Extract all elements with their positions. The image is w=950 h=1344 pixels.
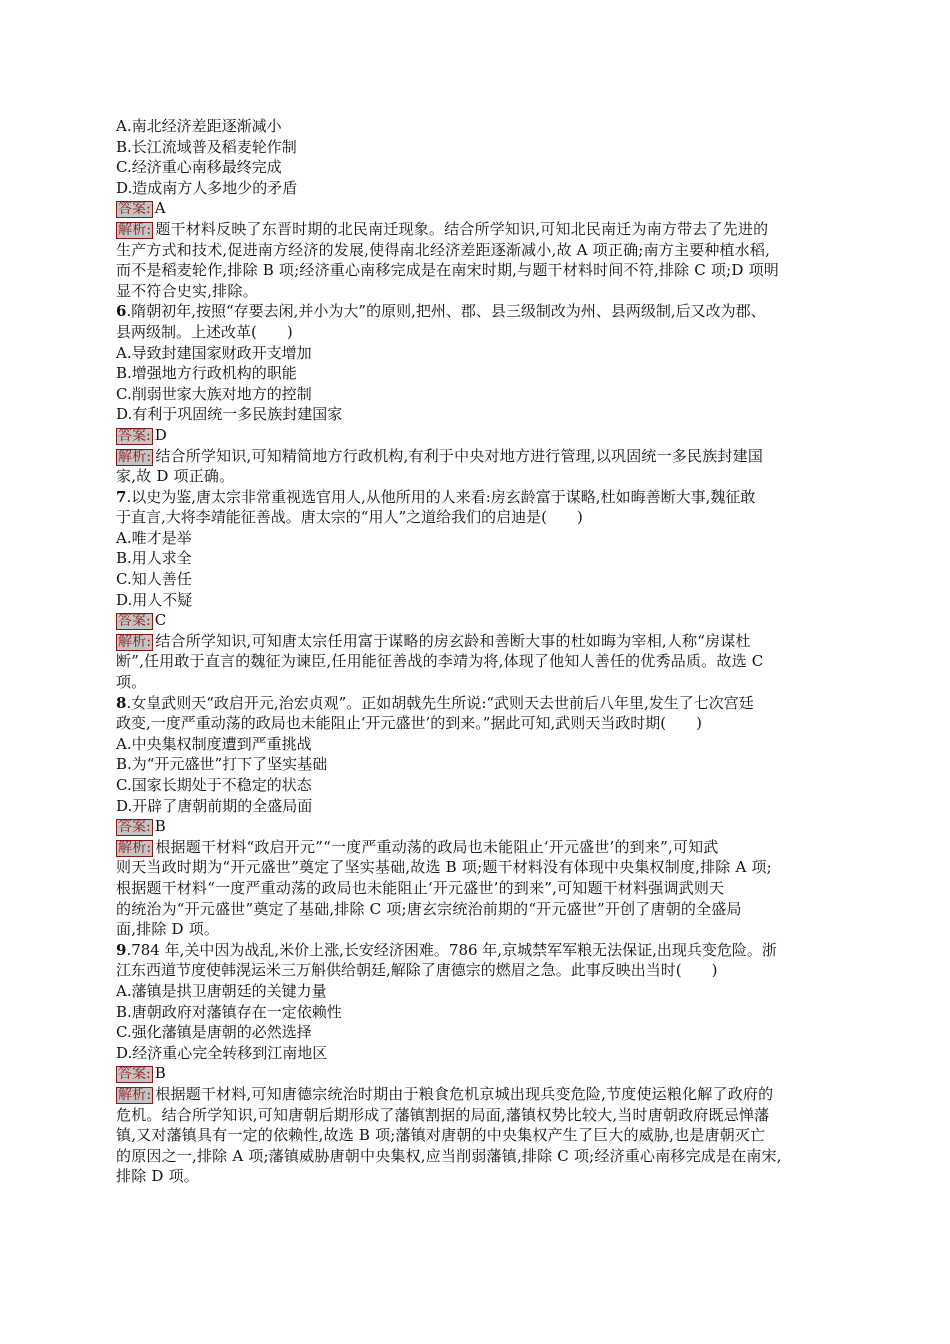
option-b: B.长江流域普及稻麦轮作制	[116, 137, 297, 156]
answer-tag: 答案:	[118, 613, 151, 630]
option-b: B.唐朝政府对藩镇存在一定依赖性	[116, 1002, 342, 1021]
explain-line: 则天当政时期为“开元盛世”奠定了坚实基础,故选 B 项;题干材料没有体现中央集权制度,排除 A 项;	[116, 858, 772, 877]
explain-line: 根据题干材料“政启开元”“一度严重动荡的政局也未能阻止‘开元盛世’的到来”,可知武	[155, 837, 719, 856]
answer-tag: 答案:	[118, 201, 151, 218]
option-d: D.开辟了唐朝前期的全盛局面	[116, 796, 313, 815]
explain-line: 的统治为“开元盛世”奠定了基础,排除 C 项;唐玄宗统治前期的“开元盛世”开创了唐朝的全盛局	[116, 899, 742, 918]
question-number: 8	[116, 693, 127, 712]
explain-line: 结合所学知识,可知精简地方行政机构,有利于中央对地方进行管理,以巩固统一多民族封建国	[155, 446, 764, 465]
answer-line	[116, 610, 836, 631]
explain-line: 根据题干材料“一度严重动荡的政局也未能阻止‘开元盛世’的到来”,可知题干材料强调武则天	[116, 878, 725, 897]
answer-line	[116, 816, 836, 837]
option-c: C.强化藩镇是唐朝的必然选择	[116, 1023, 312, 1042]
document-page	[116, 116, 836, 1187]
question-stem: 8.女皇武则天“政启开元,治宏贞观”。正如胡戟先生所说:“武则天去世前后八年里,发生了七次宫廷	[116, 693, 754, 712]
option-c: C.削弱世家大族对地方的控制	[116, 384, 312, 403]
answer-line	[116, 198, 836, 219]
option-a: A.唯才是举	[116, 528, 192, 547]
explain-line: 断”,任用敢于直言的魏征为谏臣,任用能征善战的李靖为将,体现了他知人善任的优秀品质。故选 C	[116, 652, 764, 671]
explain-line: 危机。结合所学知识,可知唐朝后期形成了藩镇割据的局面,藩镇权势比较大,当时唐朝政府既忌惮藩	[116, 1105, 770, 1124]
explain-line: 显不符合史实,排除。	[116, 281, 258, 300]
explain-tag: 解析:	[118, 633, 152, 650]
answer-line	[116, 425, 836, 446]
answer-value: A	[154, 199, 166, 218]
question-9	[116, 940, 836, 1187]
question-5	[116, 116, 836, 301]
answer-line	[116, 1063, 836, 1084]
explain-line: 根据题干材料,可知唐德宗统治时期由于粮食危机京城出现兵变危险,节度使运粮化解了政府的	[155, 1084, 774, 1103]
option-a: A.导致封建国家财政开支增加	[116, 343, 312, 362]
option-d: D.用人不疑	[116, 590, 193, 609]
question-number: 6	[116, 302, 127, 321]
option-d: D.造成南方人多地少的矛盾	[116, 178, 298, 197]
option-c: C.国家长期处于不稳定的状态	[116, 776, 312, 794]
option-c: C.知人善任	[116, 570, 192, 589]
explain-line: 的原因之一,排除 A 项;藩镇威胁唐朝中央集权,应当削弱藩镇,排除 C 项;经济重心南移完成是在南宋,	[116, 1146, 782, 1165]
explain-tag: 解析:	[118, 1086, 152, 1103]
explanation	[116, 219, 836, 301]
answer-tag: 答案:	[118, 427, 151, 444]
answer-tag: 答案:	[118, 819, 151, 836]
answer-value: D	[154, 425, 167, 444]
question-number: 9	[116, 940, 127, 959]
option-b: B.增强地方行政机构的职能	[116, 364, 297, 383]
option-d: D.经济重心完全转移到江南地区	[116, 1043, 328, 1062]
explain-line: 镇,又对藩镇具有一定的依赖性,故选 B 项;藩镇对唐朝的中央集权产生了巨大的威胁,也是唐朝灭亡	[116, 1126, 766, 1145]
explain-line: 家,故 D 项正确。	[116, 467, 235, 486]
question-stem: 7.以史为鉴,唐太宗非常重视选官用人,从他所用的人来看:房玄龄富于谋略,杜如晦善断大事,魏征敢	[116, 487, 756, 506]
option-c: C.经济重心南移最终完成	[116, 158, 282, 177]
option-b: B.用人求全	[116, 549, 192, 568]
explain-line: 结合所学知识,可知唐太宗任用富于谋略的房玄龄和善断大事的杜如晦为宰相,人称“房谋杜	[155, 631, 751, 650]
option-a: A.中央集权制度遭到严重挑战	[116, 734, 312, 753]
explain-tag: 解析:	[118, 221, 152, 238]
explain-line: 生产方式和技术,促进南方经济的发展,使得南北经济差距逐渐减小,故 A 项正确;南方主要种植水稻,	[116, 240, 771, 259]
explain-line: 而不是稻麦轮作,排除 B 项;经济重心南移完成是在南宋时期,与题干材料时间不符,排除 C 项;D 项明	[116, 261, 779, 280]
option-d: D.有利于巩固统一多民族封建国家	[116, 405, 343, 424]
answer-value: B	[154, 1064, 166, 1083]
explain-line: 项。	[116, 673, 147, 692]
answer-tag: 答案:	[118, 1066, 151, 1083]
question-8	[116, 693, 836, 940]
question-number: 7	[116, 487, 127, 506]
option-a: A.藩镇是拱卫唐朝廷的关键力量	[116, 981, 327, 1000]
explain-tag: 解析:	[118, 839, 152, 856]
explain-tag: 解析:	[118, 448, 152, 465]
question-stem-cont: 江东西道节度使韩滉运米三万斛供给朝廷,解除了唐德宗的燃眉之急。此事反映出当时( )	[116, 961, 718, 980]
option-b: B.为“开元盛世”打下了坚实基础	[116, 755, 328, 774]
question-7	[116, 487, 836, 693]
explanation	[116, 631, 836, 693]
explain-line: 题干材料反映了东晋时期的北民南迁现象。结合所学知识,可知北民南迁为南方带去了先进的	[155, 219, 769, 238]
question-stem: 6.隋朝初年,按照“存要去闲,并小为大”的原则,把州、郡、县三级制改为州、县两级制,后又改为郡、	[116, 302, 766, 321]
question-stem-cont: 政变,一度严重动荡的政局也未能阻止‘开元盛世’的到来。”据此可知,武则天当政时期( )	[116, 714, 702, 733]
explanation	[116, 1084, 836, 1187]
explain-line: 排除 D 项。	[116, 1167, 199, 1186]
explanation	[116, 837, 836, 940]
option-a: A.南北经济差距逐渐减小	[116, 117, 282, 135]
explanation	[116, 446, 836, 487]
question-stem: 9.784 年,关中因为战乱,米价上涨,长安经济困难。786 年,京城禁军军粮无法保证,出现兵变危险。浙	[116, 940, 777, 959]
answer-value: C	[154, 611, 167, 630]
answer-value: B	[154, 817, 166, 836]
question-6	[116, 301, 836, 486]
question-stem-cont: 于直言,大将李靖能征善战。唐太宗的“用人”之道给我们的启迪是( )	[116, 508, 583, 527]
question-stem-cont: 县两级制。上述改革( )	[116, 322, 293, 341]
explain-line: 面,排除 D 项。	[116, 920, 220, 939]
